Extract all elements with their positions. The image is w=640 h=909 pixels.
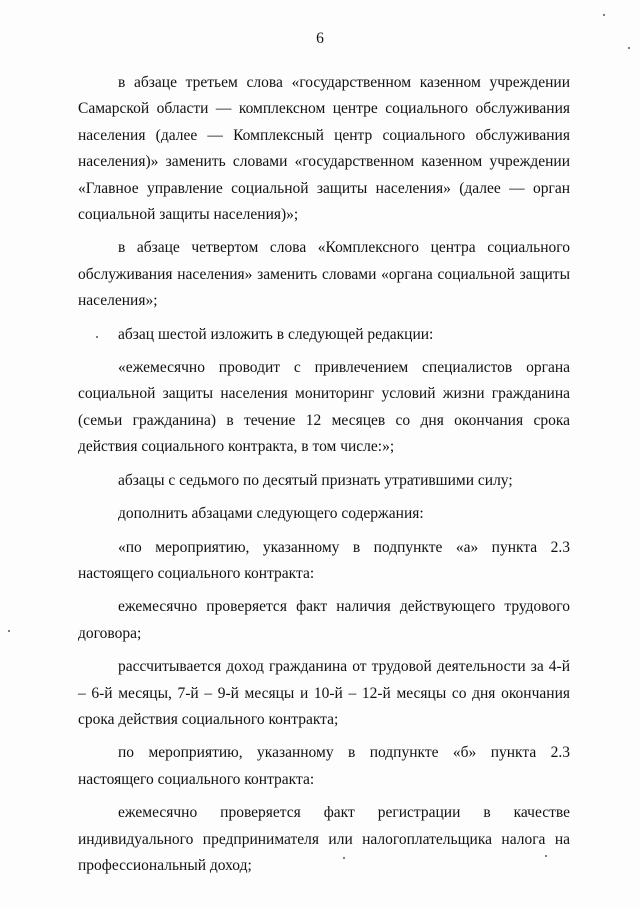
paragraph-9: рассчитывается доход гражданина от трудовой деятельности за 4-й – 6-й месяцы, 7-й – 9-й месяцы и 10-й – 12-й месяцы со дня окончания срока действия социального контракта; [78, 658, 570, 728]
paragraph-3: абзац шестой изложить в следующей редакции: [118, 325, 434, 343]
document-body [78, 70, 570, 886]
scan-speck [545, 855, 547, 857]
scan-speck [628, 47, 630, 49]
scan-speck [603, 14, 605, 16]
paragraph-2: в абзаце четвертом слова «Комплексного центра социального обслуживания населения» заменить словами «органа социальной защиты населения»; [78, 239, 570, 310]
scan-speck [343, 857, 345, 859]
scan-speck [8, 630, 10, 632]
paragraph-6: дополнить абзацами следующего содержания: [118, 505, 424, 523]
paragraph-7: «по мероприятию, указанному в подпункте «а» пункта 2.3 настоящего социального контракта: [78, 538, 570, 582]
paragraph-5: абзацы с седьмого по десятый признать утратившими силу; [118, 471, 513, 489]
paragraph-8: ежемесячно проверяется факт наличия действующего трудового договора; [78, 598, 570, 642]
page-number: 6 [316, 30, 324, 47]
paragraph-1: в абзаце третьем слова «государственном казенном учреждении Самарской области — комплексном центре социального обслуживания населения (далее — Комплексный центр социального обслуживания населения)» заменить словами «государственном казенном учреждении «Главное управление социальной защиты населения» (далее — орган социальной защиты населения)»; [78, 74, 570, 224]
paragraph-10: по мероприятию, указанному в подпункте «б» пункта 2.3 настоящего социального контракта: [78, 744, 570, 788]
scan-speck [96, 336, 98, 338]
paragraph-11: ежемесячно проверяется факт регистрации в качестве индивидуального предпринимателя или налогоплательщика налога на профессиональный доход; [78, 804, 570, 874]
paragraph-4: «ежемесячно проводит с привлечением специалистов органа социальной защиты населения мониторинг условий жизни гражданина (семьи гражданина) в течение 12 месяцев со дня окончания срока действия социального контракта, в том числе:»; [78, 359, 570, 456]
